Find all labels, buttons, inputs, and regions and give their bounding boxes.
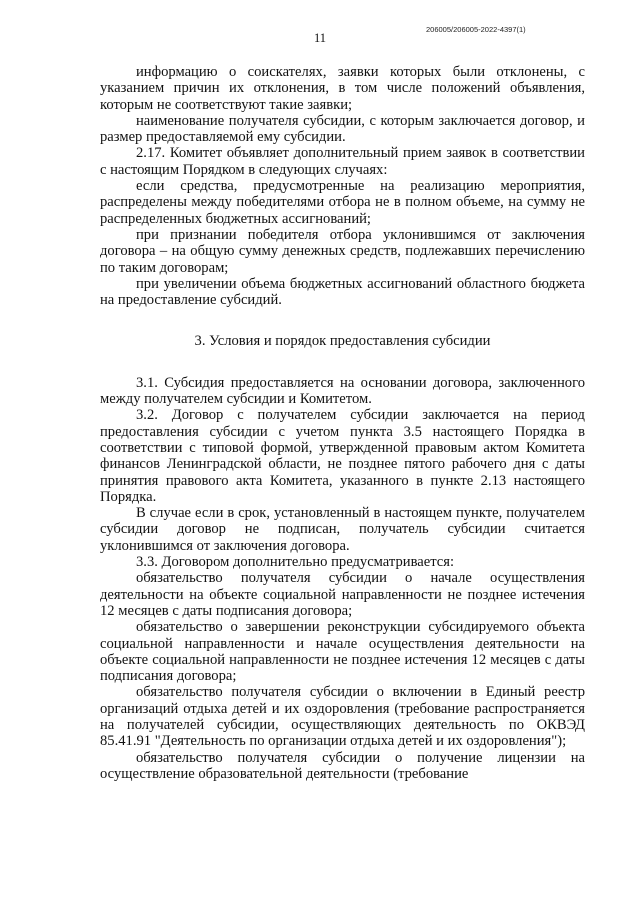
paragraph: обязательство получателя субсидии о получение лицензии на осуществление образовательной деятельности (требование [100, 749, 585, 782]
paragraph: наименование получателя субсидии, с которым заключается договор, и размер предоставляемой ему субсидии. [100, 112, 585, 146]
paragraph: при признании победителя отбора уклонившимся от заключения договора – на общую сумму денежных средств, подлежавших перечислению по таким договорам; [100, 226, 585, 276]
paragraph: В случае если в срок, установленный в настоящем пункте, получателем субсидии договор не подписан, получатель субсидии считается уклонившимся от заключения договора. [100, 505, 585, 554]
paragraph: при увеличении объема бюджетных ассигнований областного бюджета на предоставление субсидий. [100, 275, 585, 309]
paragraph: если средства, предусмотренные на реализацию мероприятия, распределены между победителями отбора не в полном объеме, на сумму не распределенных бюджетных ассигнований; [100, 178, 585, 227]
paragraph: обязательство получателя субсидии о начале осуществления деятельности на объекте социальной направленности не позднее истечения 12 месяцев с даты подписания договора; [100, 570, 585, 619]
paragraph: 3.2. Договор с получателем субсидии заключается на период предоставления субсидии с учетом пункта 3.5 настоящего Порядка в соответствии с типовой формой, утвержденной правовым актом Комитета финансов Ленинградской области, не позднее пятого рабочего дня с даты принятия правового акта Комитета, указанного в пункте 2.13 настоящего Порядка. [100, 407, 585, 505]
paragraph: обязательство получателя субсидии о включении в Единый реестр организаций отдыха детей и их оздоровления (требование распространяется на получателей субсидии, осуществляющих деятельность по ОКВЭД 85.41.91 "Деятельность по организации отдыха детей и их оздоровления"); [100, 684, 585, 750]
document-id: 206005/206005-2022-4397(1) [426, 25, 526, 34]
paragraph: 3.3. Договором дополнительно предусматривается: [136, 554, 455, 571]
paragraph: 3.1. Субсидия предоставляется на основании договора, заключенного между получателем субсидии и Комитетом. [100, 374, 585, 408]
page-number: 11 [313, 31, 327, 45]
section-heading: 3. Условия и порядок предоставления субсидии [194, 333, 491, 350]
paragraph: информацию о соискателях, заявки которых были отклонены, с указанием причин их отклонения, в том числе положений объявления, которым не соответствуют такие заявки; [100, 64, 585, 113]
paragraph: обязательство о завершении реконструкции субсидируемого объекта социальной направленности и начале осуществления деятельности на объекте социальной направленности не позднее истечения 12 месяцев с даты подписания договора; [100, 619, 585, 685]
document-body [100, 64, 585, 782]
paragraph: 2.17. Комитет объявляет дополнительный прием заявок в соответствии с настоящим Порядком в следующих случаях: [100, 145, 585, 178]
